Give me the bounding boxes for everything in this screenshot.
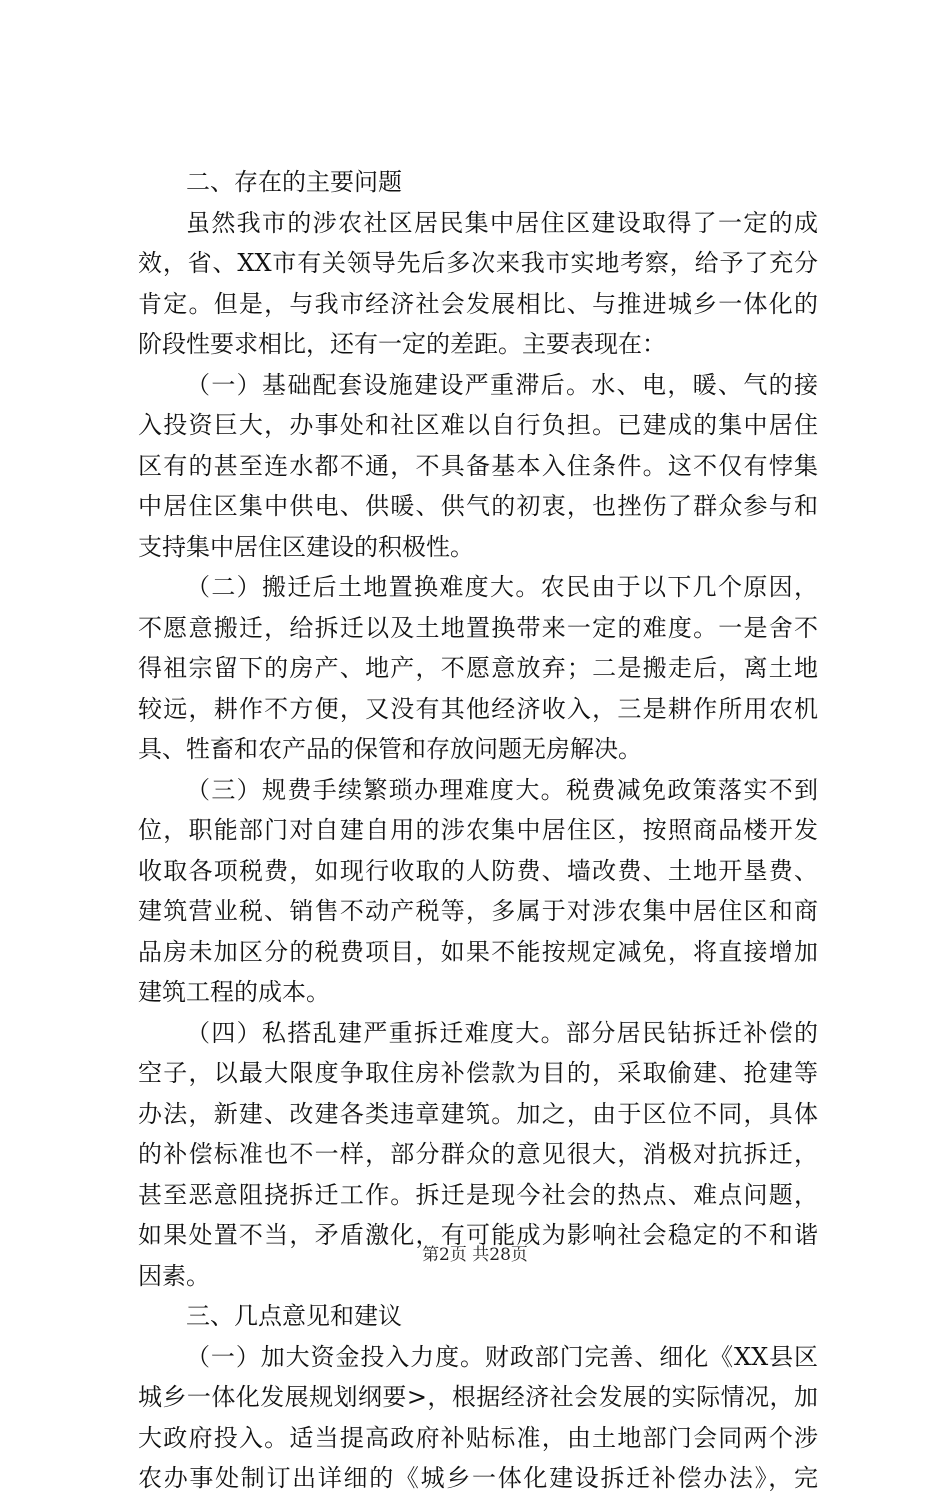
text-line: 阶段性要求相比，还有一定的差距。主要表现在： <box>138 330 666 358</box>
text-line: 空子，以最大限度争取住房补偿款为目的，采取偷建、抢建等 <box>138 1059 818 1087</box>
text-line: 位，职能部门对自建自用的涉农集中居住区，按照商品楼开发 <box>138 816 818 844</box>
document-body <box>138 162 818 1499</box>
text-line: （二）搬迁后土地置换难度大。农民由于以下几个原因， <box>186 573 818 601</box>
text-line: 支持集中居住区建设的积极性。 <box>138 532 474 561</box>
text-line: 甚至恶意阻挠拆迁工作。拆迁是现今社会的热点、难点问题， <box>138 1180 818 1209</box>
text-line: 办法，新建、改建各类违章建筑。加之，由于区位不同，具体 <box>138 1099 818 1128</box>
text-line: 具、牲畜和农产品的保管和存放问题无房解决。 <box>138 735 642 763</box>
text-line: 入投资巨大，办事处和社区难以自行负担。已建成的集中居住 <box>138 411 818 439</box>
text-line: 二、存在的主要问题 <box>186 168 402 196</box>
text-line: 肯定。但是，与我市经济社会发展相比、与推进城乡一体化的 <box>138 289 818 318</box>
text-line: 农办事处制订出详细的《城乡一体化建设拆迁补偿办法》，完 <box>138 1464 818 1492</box>
text-line: 城乡一体化发展规划纲要>，根据经济社会发展的实际情况，加 <box>138 1383 818 1411</box>
text-line: 品房未加区分的税费项目，如果不能按规定减免，将直接增加 <box>138 937 818 966</box>
text-line: （四）私搭乱建严重拆迁难度大。部分居民钻拆迁补偿的 <box>186 1018 818 1047</box>
text-line: 三、几点意见和建议 <box>186 1302 402 1330</box>
text-line: 区有的甚至连水都不通，不具备基本入住条件。这不仅有悖集 <box>138 451 818 480</box>
text-line: 建筑工程的成本。 <box>138 978 330 1006</box>
text-line: 因素。 <box>138 1261 210 1290</box>
text-line: 收取各项税费，如现行收取的人防费、墙改费、土地开垦费、 <box>138 856 818 885</box>
page-number-footer: 第2页 共28页 <box>422 1245 528 1265</box>
text-line: 建筑营业税、销售不动产税等，多属于对涉农集中居住区和商 <box>138 897 818 925</box>
text-line: （三）规费手续繁琐办理难度大。税费减免政策落实不到 <box>186 775 818 804</box>
text-line: 虽然我市的涉农社区居民集中居住区建设取得了一定的成 <box>186 208 818 237</box>
text-line: 中居住区集中供电、供暖、供气的初衷，也挫伤了群众参与和 <box>138 492 818 520</box>
text-line: 的补偿标准也不一样，部分群众的意见很大，消极对抗拆迁， <box>138 1140 818 1168</box>
text-line: 得祖宗留下的房产、地产，不愿意放弃；二是搬走后，离土地 <box>138 654 818 682</box>
text-line: 较远，耕作不方便，又没有其他经济收入，三是耕作所用农机 <box>138 694 818 723</box>
text-line: 效，省、XX市有关领导先后多次来我市实地考察，给予了充分 <box>138 249 818 277</box>
text-line: 大政府投入。适当提高政府补贴标准，由土地部门会同两个涉 <box>138 1423 818 1452</box>
text-line: 不愿意搬迁，给拆迁以及土地置换带来一定的难度。一是舍不 <box>138 613 818 642</box>
text-line: （一）基础配套设施建设严重滞后。水、电，暖、气的接 <box>186 370 818 399</box>
text-line: 如果处置不当，矛盾激化，有可能成为影响社会稳定的不和谐 <box>138 1221 818 1249</box>
text-line: （一）加大资金投入力度。财政部门完善、细化《XX县区 <box>186 1342 818 1371</box>
